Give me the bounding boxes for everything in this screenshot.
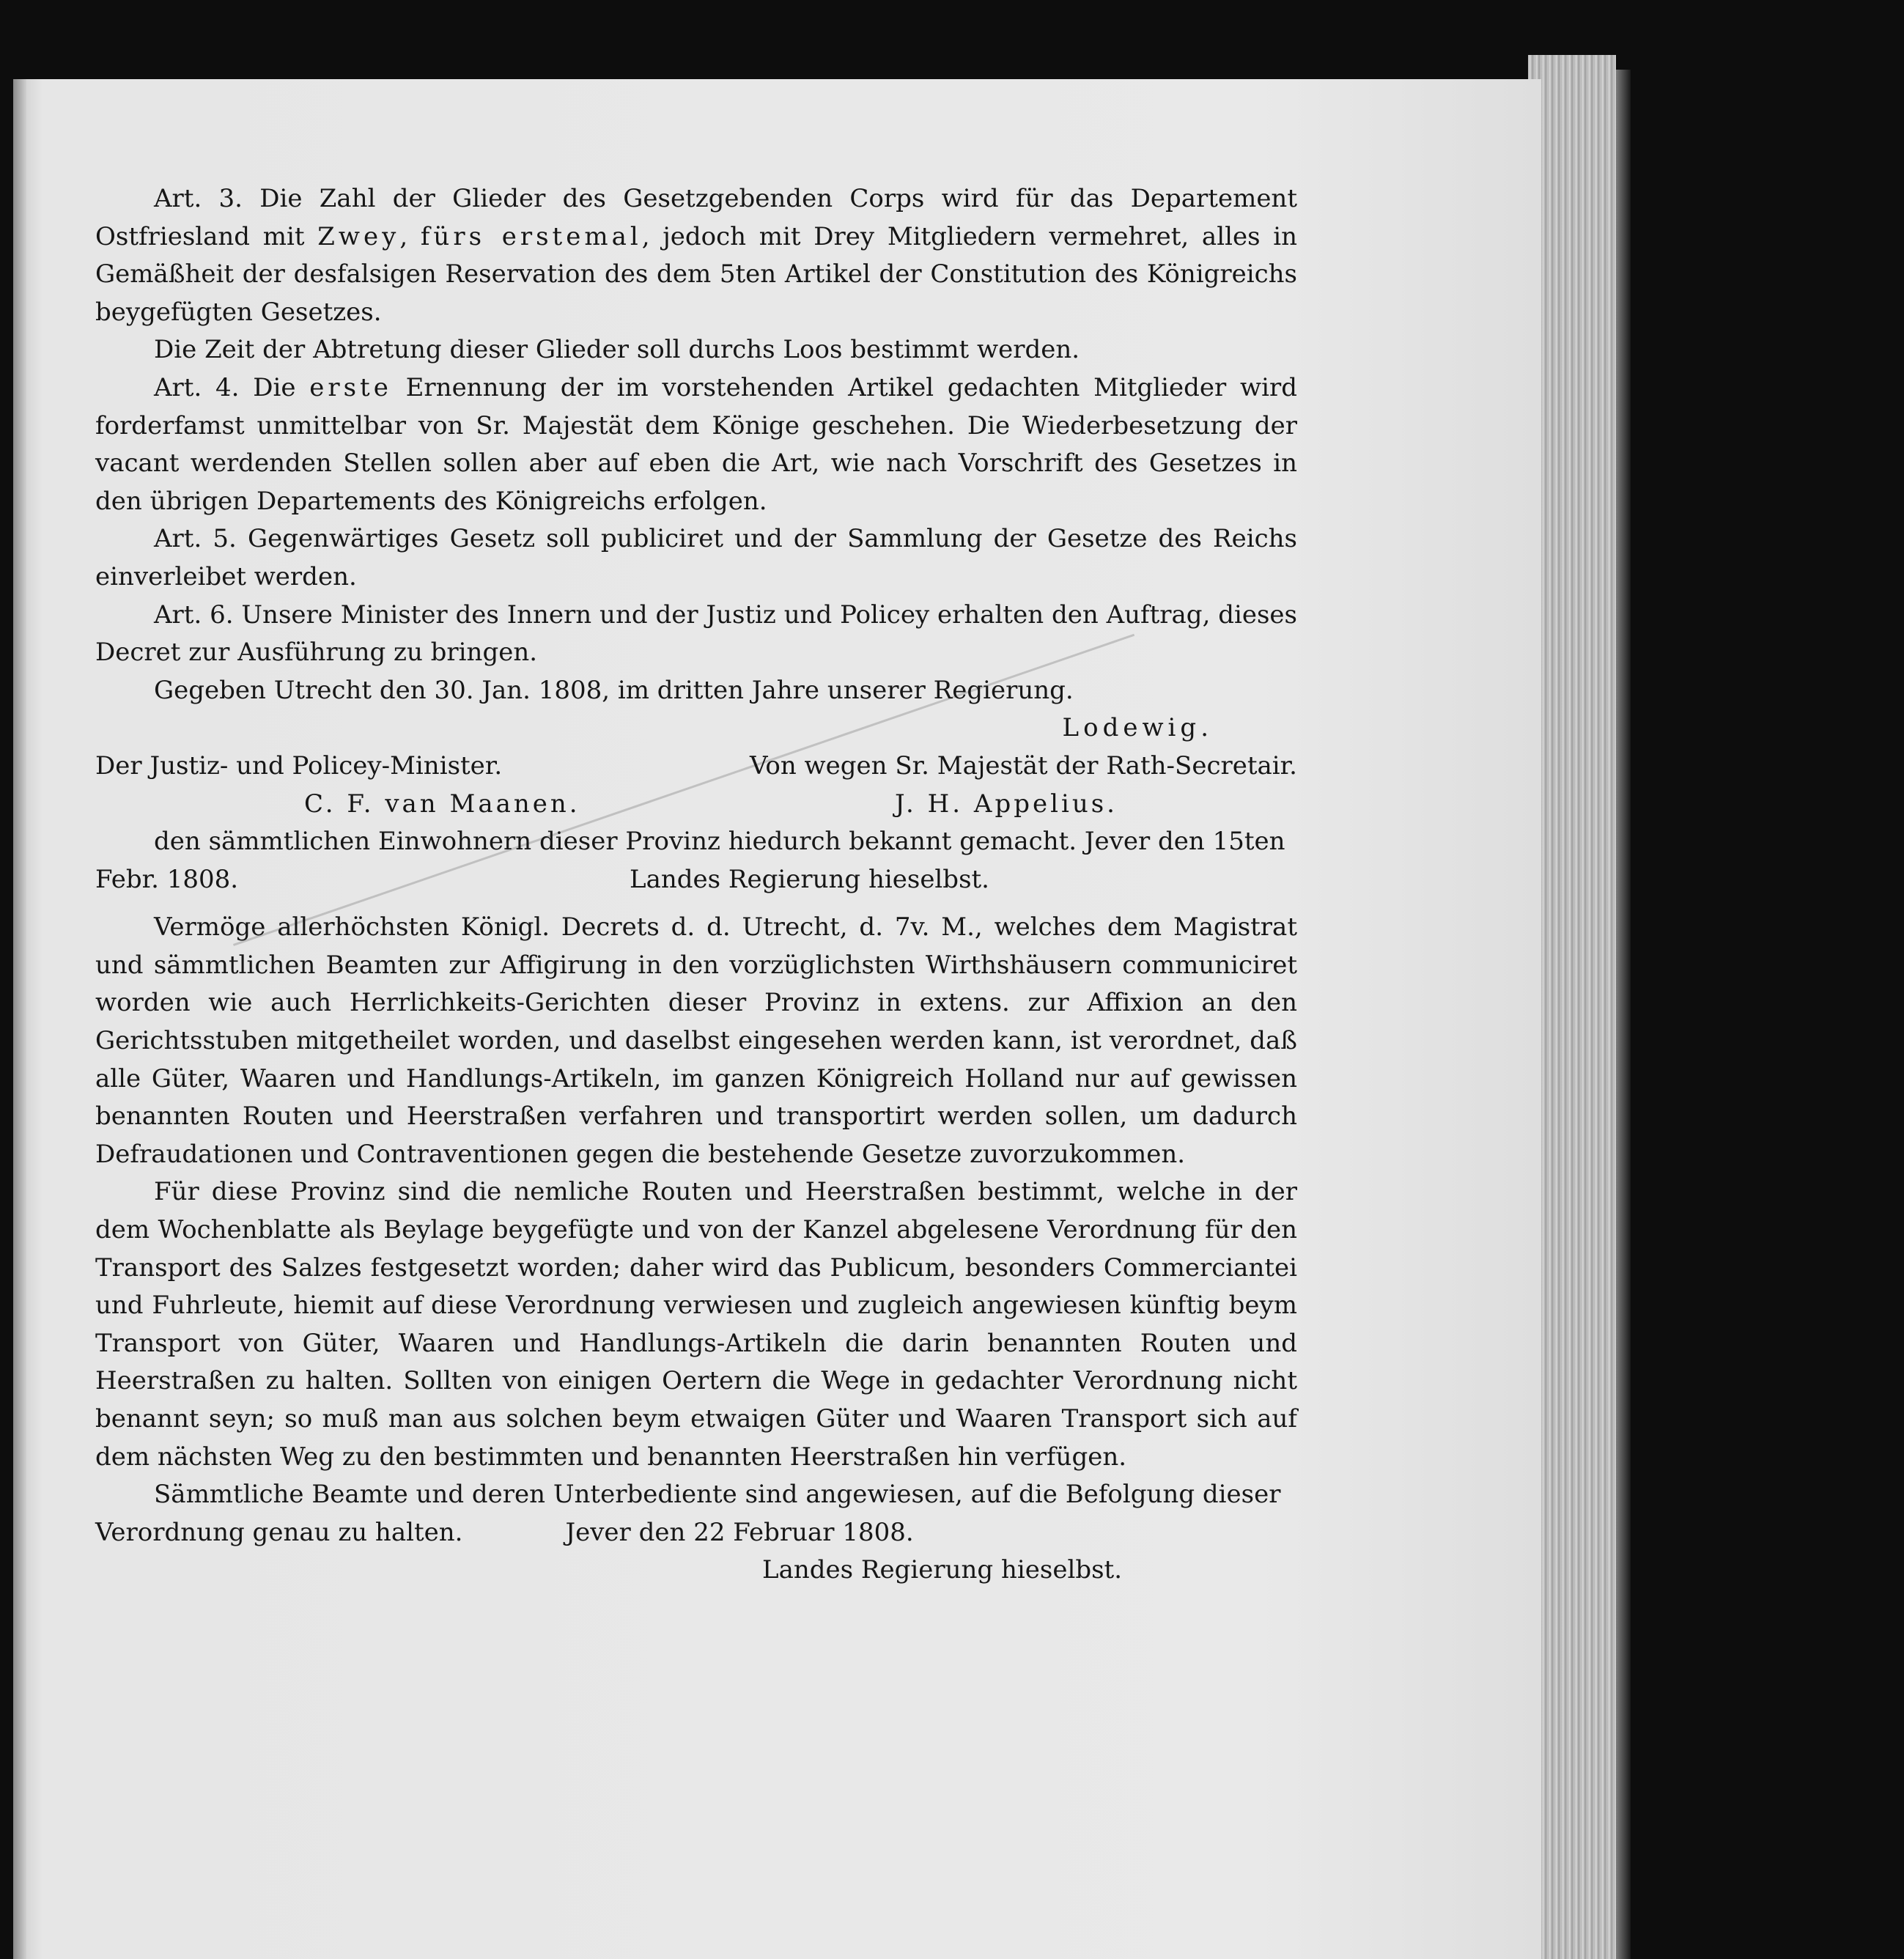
- article-3-lead: Art. 3.: [154, 184, 243, 213]
- minister-name: C. F. van Maanen.: [304, 789, 580, 819]
- notice-footer: [95, 861, 1297, 899]
- secretary-title: Von wegen Sr. Majestät der Rath-Secretair.: [749, 750, 1297, 781]
- page-stack-edge: [1528, 55, 1616, 1959]
- article-3-text-a: Die Zahl der Glieder des Gesetzgebenden Corps wird für das Departement Ostfriesland mit: [95, 184, 1297, 251]
- binding-fold: [13, 79, 26, 1959]
- page-text: [95, 180, 1297, 1590]
- minister-title: Der Justiz- und Policey-Minister.: [95, 750, 503, 781]
- article-3-note: Die Zeit der Abtretung dieser Glieder soll durchs Loos bestimmt werden.: [154, 335, 1080, 365]
- signatory-titles: [95, 748, 1297, 786]
- article-6: [95, 597, 1297, 672]
- article-5-text: Gegenwärtiges Gesetz soll publiciret und der Sammlung der Gesetze des Reichs einverleibet werden.: [95, 524, 1297, 591]
- article-3: [95, 180, 1297, 331]
- decree-paragraph-2: Für diese Provinz sind die nemliche Routen und Heerstraßen bestimmt, welche in der dem Wochenblatte als Beylage beygefügte und von der Kanzel abgelesene Verordnung für den Transport des Salzes festgesetzt worden; daher wird das Publicum, besonders Commerciantei und Fuhrleute, hiemit auf diese Verordnung verwiesen und zugleich angewiesen künftig beym Transport von Güter, Waaren und Handlungs-Artikeln die darin benannten Routen und Heerstraßen zu halten. Sollten von einigen Oertern die Wege in gedachter Verordnung nicht benannt seyn; so muß man aus solchen beym etwaigen Güter und Waaren Transport sich auf dem nächsten Weg zu den bestimmten und benannten Heerstraßen hin verfügen.: [95, 1177, 1297, 1472]
- final-signature: Landes Regierung hieselbst.: [762, 1555, 1123, 1585]
- decree-paragraph-1: Vermöge allerhöchsten Königl. Decrets d. d. Utrecht, d. 7v. M., welches dem Magistrat und sämmtlichen Beamten zur Affigirung in den vorzüglichsten Wirthshäusern communiciret worden wie auch Herrlichkeits-Gerichten dieser Provinz in extens. zur Affixion an den Gerichtsstuben mitgetheilet worden, und daselbst eingesehen werden kann, ist verordnet, daß alle Güter, Waaren und Handlungs-Artikeln, im ganzen Königreich Holland nur auf gewissen benannten Routen und Heerstraßen verfahren und transportirt werden sollen, um dadurch Defraudationen und Contraventionen gegen die bestehende Gesetze zuvorzukommen.: [95, 912, 1297, 1169]
- secretary-name: J. H. Appelius.: [895, 789, 1118, 819]
- notice-signature: Landes Regierung hieselbst.: [629, 864, 989, 894]
- article-6-text: Unsere Minister des Innern und der Justiz und Policey erhalten den Auftrag, dieses Decret zur Ausführung zu bringen.: [95, 599, 1297, 668]
- article-3-text-b: ,: [399, 221, 421, 251]
- article-3-text-c: , jedoch mit Drey Mitgliedern vermehret, alles in Gemäßheit der desfalsigen Reservation des dem 5ten Artikel der Constitution des Königreichs beygefügten Gesetzes.: [95, 221, 1298, 327]
- document-page: [13, 79, 1541, 1959]
- article-4-text-a: Die: [253, 372, 310, 402]
- article-6-lead: Art. 6.: [154, 599, 234, 630]
- article-3-erstemal: fürs erstemal: [420, 221, 642, 251]
- king-signature: Lodewig.: [1062, 713, 1213, 743]
- article-3-zwey: Zwey: [317, 221, 400, 251]
- given-line: Gegeben Utrecht den 30. Jan. 1808, im dritten Jahre unserer Regierung.: [154, 675, 1074, 705]
- notice-date: Febr. 1808.: [95, 864, 239, 894]
- article-5: [95, 520, 1297, 596]
- final-line-a: Verordnung genau zu halten.: [95, 1517, 463, 1547]
- final-line-b: Jever den 22 Februar 1808.: [565, 1517, 914, 1547]
- article-5-lead: Art. 5.: [154, 524, 237, 554]
- decree-paragraph-3: Sämmtliche Beamte und deren Unterbediente sind angewiesen, auf die Befolgung dieser: [154, 1480, 1281, 1510]
- article-4-erste: erste: [309, 372, 392, 402]
- article-4-lead: Art. 4.: [154, 372, 240, 402]
- final-line: [95, 1514, 1297, 1552]
- article-4-text-b: Ernennung der im vorstehenden Artikel gedachten Mitglieder wird forderfamst unmittelbar von Sr. Majestät dem Könige geschehen. Die Wiederbesetzung der vacant werdenden Stellen sollen aber auf eben die Art, wie nach Vorschrift des Gesetzes in den übrigen Departements des Königreichs erfolgen.: [95, 372, 1297, 516]
- article-4: [95, 369, 1297, 520]
- book-edge-shadow: [1616, 70, 1631, 1959]
- signatory-names: [95, 786, 1297, 824]
- notice-text: den sämmtlichen Einwohnern dieser Provinz hiedurch bekannt gemacht. Jever den 15ten: [154, 827, 1285, 857]
